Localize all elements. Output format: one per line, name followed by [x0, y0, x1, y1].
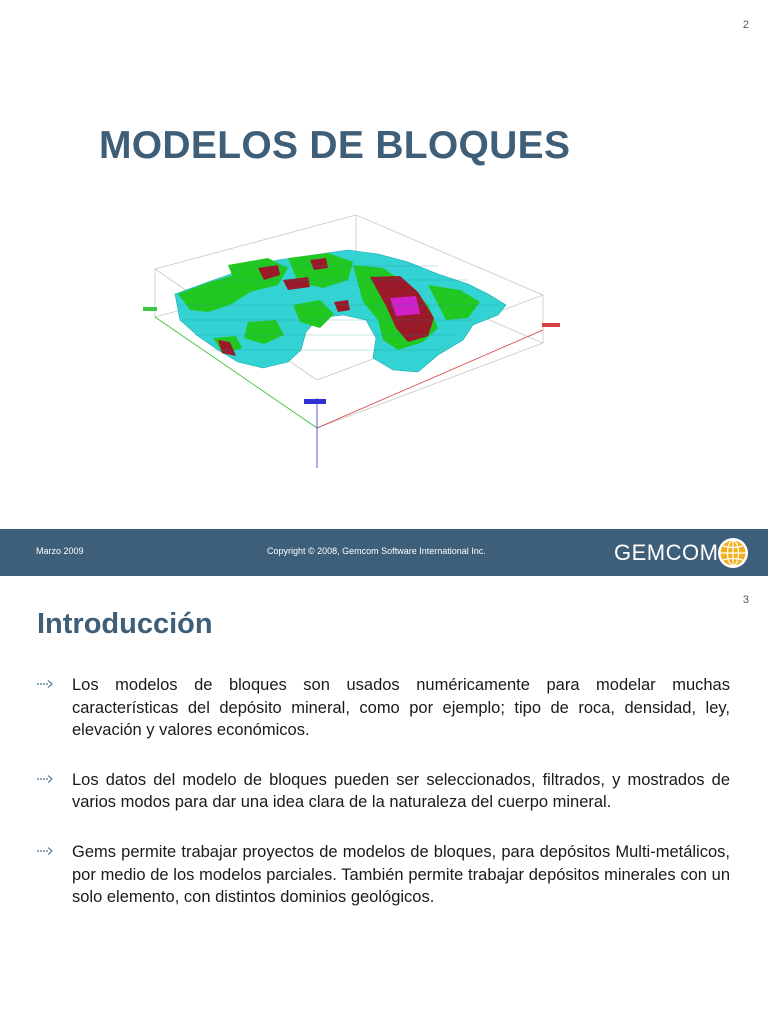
- bullet-list: [36, 674, 730, 909]
- footer-copyright: Copyright © 2008, Gemcom Software International Inc.: [267, 546, 486, 556]
- slide-footer: [0, 529, 768, 576]
- slide-title: MODELOS DE BLOQUES: [99, 124, 571, 167]
- block-model-image: [138, 210, 568, 475]
- page-number: 3: [742, 594, 749, 606]
- dotted-arrow-icon: [36, 774, 54, 784]
- ore-blocks: [175, 250, 506, 372]
- bullet-text: Los datos del modelo de bloques pueden ser seleccionados, filtrados, y mostrados de varios modos para dar una idea clara de la naturaleza del cuerpo mineral.: [72, 770, 730, 812]
- dotted-arrow-icon: [36, 679, 54, 689]
- section-title: Introducción: [37, 608, 213, 640]
- axis-label-y: [143, 307, 157, 311]
- page-number: 2: [742, 19, 749, 31]
- bullet-item: [36, 769, 730, 814]
- bullet-item: [36, 841, 730, 909]
- bullet-item: [36, 674, 730, 742]
- axis-label-z: [304, 399, 326, 404]
- slide-3: [0, 576, 768, 1024]
- bullet-text: Gems permite trabajar proyectos de modelos de bloques, para depósitos Multi-metálicos, por medio de los modelos parciales. También permite trabajar depósitos minerales con un solo elemento, con distintos dominios geológicos.: [72, 842, 730, 907]
- footer-date: Marzo 2009: [36, 546, 84, 556]
- dotted-arrow-icon: [36, 846, 54, 856]
- brand-name: GEMCOM: [614, 540, 719, 565]
- bullet-text: Los modelos de bloques son usados numéricamente para modelar muchas características del depósito mineral, como por ejemplo; tipo de roca, densidad, ley, elevación y valores económicos.: [72, 676, 730, 740]
- gemcom-globe-icon: [717, 537, 749, 569]
- axis-label-x: [542, 323, 560, 327]
